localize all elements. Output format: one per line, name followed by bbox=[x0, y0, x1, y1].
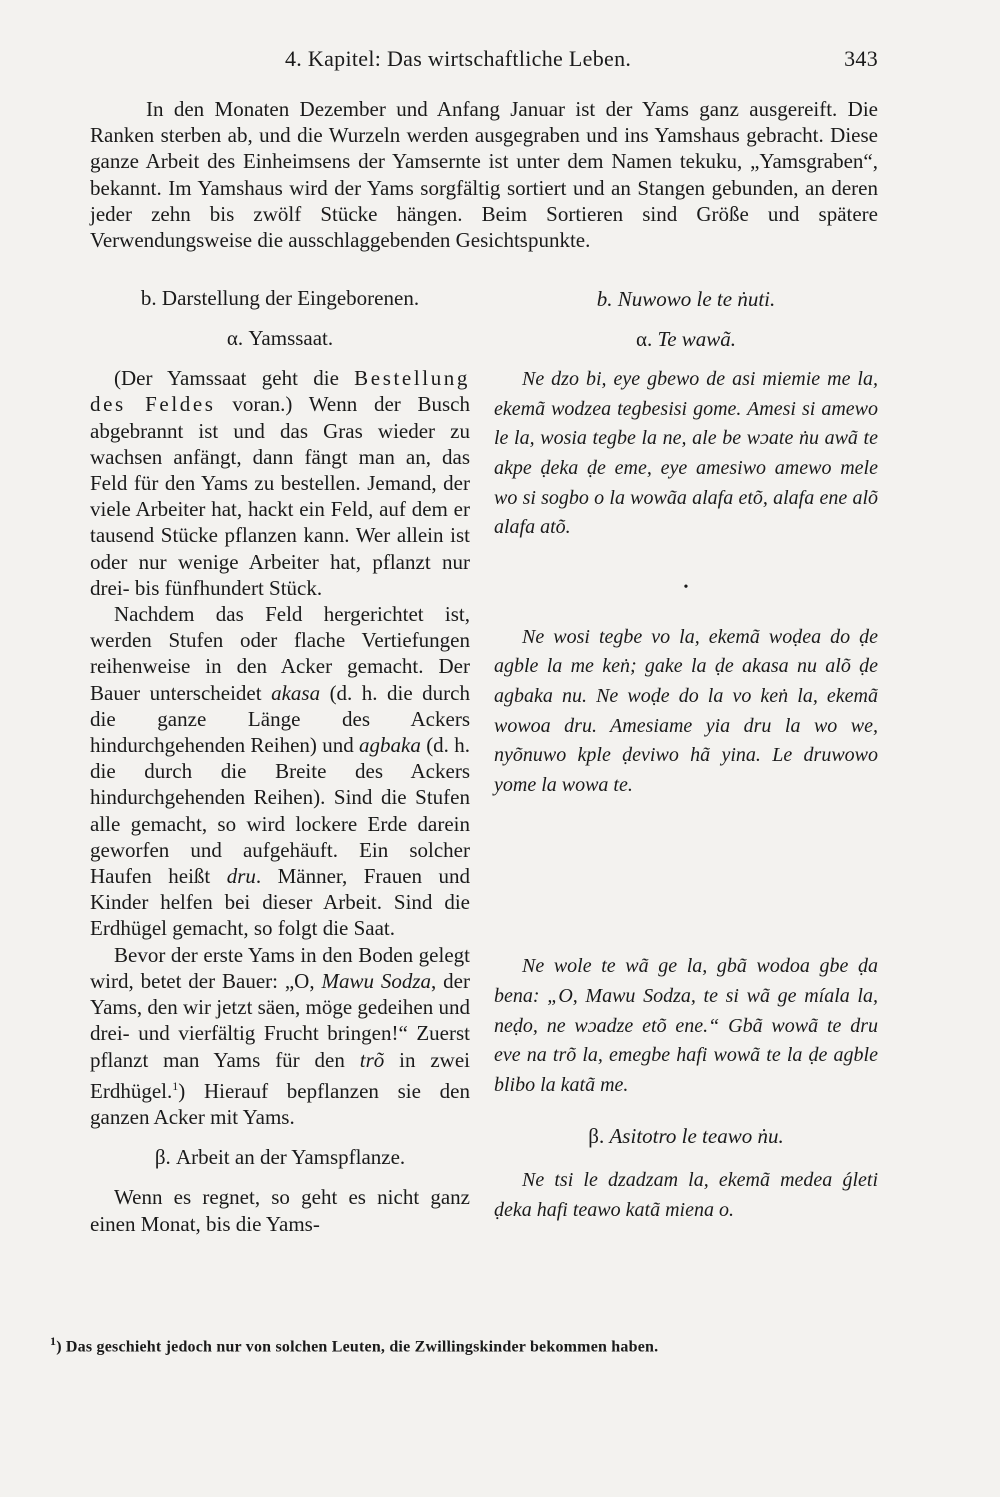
subsection-heading-beta-german: β. Arbeit an der Yamspflanze. bbox=[154, 1145, 406, 1170]
subsection-heading-alpha-german: α. Yamssaat. bbox=[226, 326, 334, 351]
two-column-body bbox=[90, 285, 878, 1237]
intro-paragraph: In den Monaten Dezember und Anfang Januar ist der Yams ganz ausgereift. Die Ranken sterben ab, und die Wurzeln werden ausgegraben und ins Yamshaus gebracht. Diese ganze Arbeit des Einheimsens der Yamsernte ist unter dem Namen tekuku, „Yamsgraben“, bekannt. Im Yamshaus wird der Yams sorgfältig sortiert und an Stangen gebunden, an deren jeder zehn bis zwölf Stücke hängen. Beim Sortieren sind Größe und spätere Verwendungsweise die ausschlaggebenden Gesichtspunkte. bbox=[90, 97, 878, 253]
german-paragraph-1: (Der Yamssaat geht die Bestellung des Feldes voran.) Wenn der Busch abgebrannt ist und das Gras wieder zu wachsen anfängt, dann fängt man an, das Feld für den Yams zu bestellen. Jemand, der viele Arbeiter hat, hackt ein Feld, auf dem er tausend Stücke pflanzen kann. Wer allein ist oder nur wenige Arbeiter hat, pflanzt nur drei- bis fünfhundert Stück. bbox=[90, 366, 471, 600]
name-mawu-sodza: Mawu Sodza bbox=[321, 968, 432, 993]
subsection-heading-beta-ewe: β. Asitotro le teawo ṅu. bbox=[588, 1124, 784, 1149]
section-heading-b-ewe: b. Nuwowo le te ṅuti. bbox=[596, 287, 776, 312]
subsection-heading-alpha-ewe: α. Te wawã. bbox=[635, 327, 737, 352]
term-dru: dru bbox=[226, 864, 256, 889]
ewe-paragraph-4: Ne tsi le dzadzam la, ekemã medea ǵleti ḍeka hafi teawo katã miena o. bbox=[494, 1168, 878, 1221]
stray-mark: • bbox=[683, 579, 689, 595]
german-paragraph-2: Nachdem das Feld hergerichtet ist, werden Stufen oder flache Vertiefungen reihenweise in den Acker gemacht. Der Bauer unterscheidet akasa (d. h. die durch die ganze Länge des Ackers hindurchgehenden Reihen) und agbaka (d. h. die durch die Breite des Ackers hindurchgehenden Reihen). Sind die Stufen alle gemacht, so wird lockere Erde darein geworfen und aufgehäuft. Ein solcher Haufen heißt dru. Männer, Frauen und Kinder helfen bei dieser Arbeit. Sind die Erdhügel gemacht, so folgt die Saat. bbox=[90, 602, 470, 941]
footnote-reference: 1 bbox=[172, 1078, 179, 1093]
page-number: 343 bbox=[844, 46, 878, 71]
ewe-spacer bbox=[494, 800, 878, 952]
ewe-paragraph-3: Ne wole te wã ge la, gbã wodoa gbe ḍa bena: „O, Mawu Sodza, te si wã ge míala la, neḍo, ne wɔadze etõ ene.“ Gbã wowã te dru eve na trõ la, emegbe hafi wowã te la ḍe agble blibo la katã me. bbox=[494, 955, 878, 1096]
section-heading-b-german: b. Darstellung der Eingeborenen. bbox=[140, 286, 420, 311]
ewe-column bbox=[494, 285, 878, 1237]
chapter-title: 4. Kapitel: Das wirtschaftliche Leben. bbox=[285, 46, 632, 71]
running-head bbox=[90, 40, 878, 76]
german-paragraph-4: Wenn es regnet, so geht es nicht ganz einen Monat, bis die Yams- bbox=[90, 1185, 470, 1236]
spaced-emphasis: Bestellung des Feldes bbox=[90, 366, 470, 417]
term-akasa: akasa bbox=[271, 680, 321, 705]
ewe-paragraph-2: Ne wosi tegbe vo la, ekemã woḍea do ḍe agble la me keṅ; gake la ḍe akasa nu alõ ḍe agbaka nu. Ne woḍe do la vo keṅ la, ekemã wowoa dru. Amesiame yia dru la wo we, nyõnuwo kple ḍeviwo hã yina. Le druwowo yome la wowa te. bbox=[494, 625, 878, 796]
ewe-paragraph-1: Ne dzo bi, eye gbewo de asi miemie me la, ekemã wodzea tegbesisi gome. Amesi si amewo le la, wosia tegbe la ne, ale be wɔate ṅu awã te akpe ḍeka ḍe eme, eye amesiwo amewo mele wo si sogbo o la wowãa alafa etõ, alafa ene alõ alafa atõ. bbox=[494, 368, 878, 539]
footnote: $^1$) Das geschieht jedoch nur von solchen Leuten, die Zwillingskinder bekommen haben. bbox=[50, 1334, 659, 1356]
german-paragraph-3: Bevor der erste Yams in den Boden gelegt wird, betet der Bauer: „O, Mawu Sodza, der Yams, den wir jetzt säen, möge gedeihen und drei- und vierfältig Frucht bringen!“ Zuerst pflanzt man Yams für den trõ in zwei Erdhügel.$^1$) Hierauf bepflanzen sie den ganzen Acker mit Yams. bbox=[90, 942, 470, 1129]
book-page bbox=[90, 40, 878, 1480]
german-column bbox=[90, 285, 470, 1237]
term-agbaka: agbaka bbox=[359, 733, 421, 758]
term-tro: trõ bbox=[359, 1047, 385, 1072]
